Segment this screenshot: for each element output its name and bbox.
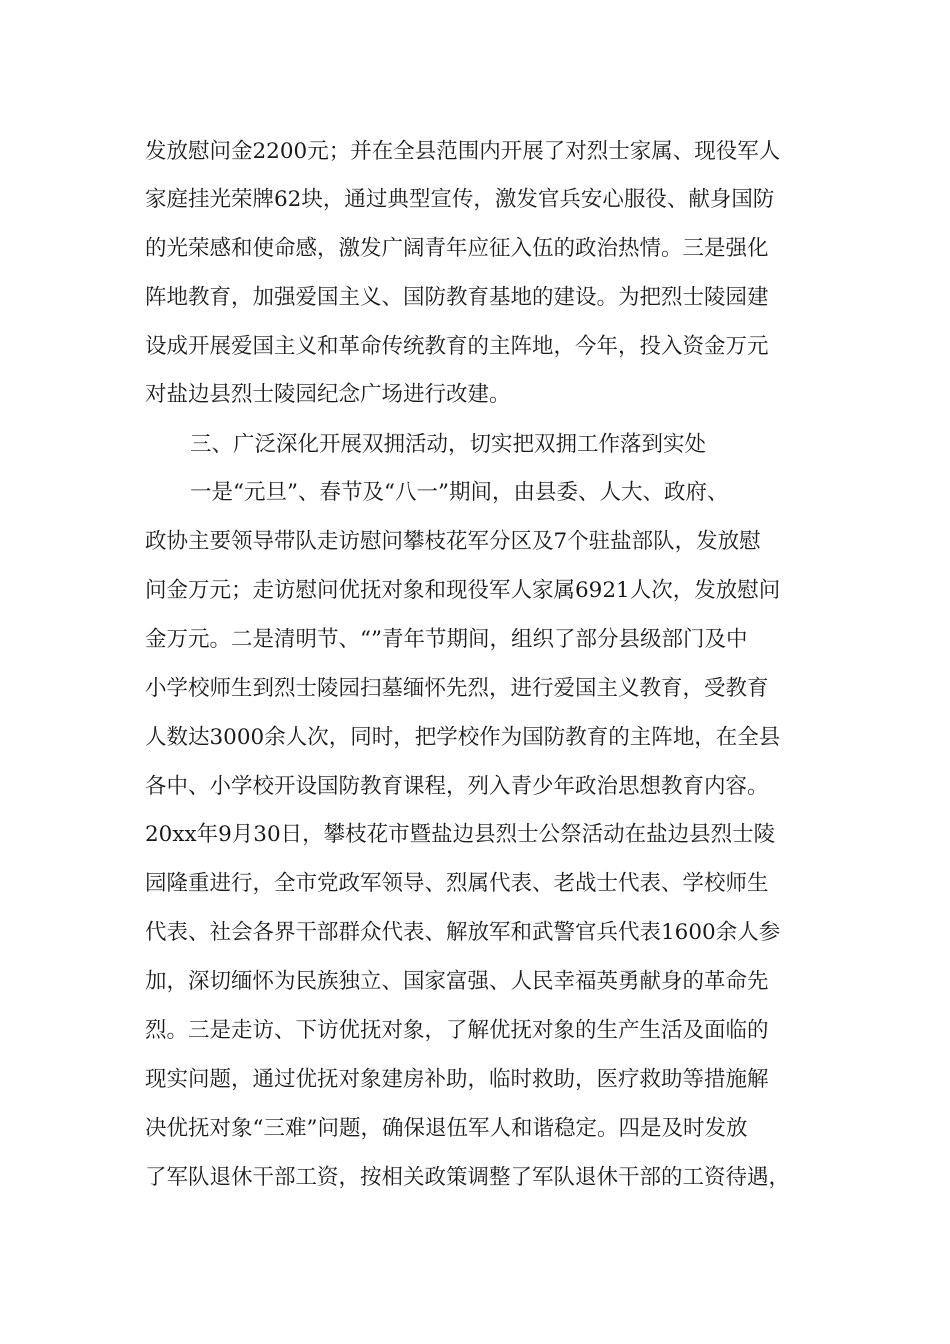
text-line: 人数达3000余人次，同时，把学校作为国防教育的主阵地，在全县 bbox=[145, 725, 781, 750]
text-line: 小学校师生到烈士陵园扫墓缅怀先烈，进行爱国主义教育，受教育 bbox=[145, 676, 769, 701]
text-line: 政协主要领导带队走访慰问攀枝花军分区及7个驻盐部队，发放慰 bbox=[145, 529, 761, 554]
text-line: 发放慰问金2200元；并在全县范围内开展了对烈士家属、现役军人 bbox=[145, 139, 781, 164]
text-line: 决优抚对象“三难”问题，确保退伍军人和谐稳定。四是及时发放 bbox=[145, 1116, 748, 1141]
text-line: 加，深切缅怀为民族独立、国家富强、人民幸福英勇献身的革命先 bbox=[145, 969, 769, 994]
text-line: 烈。三是走访、下访优抚对象，了解优抚对象的生产生活及面临的 bbox=[145, 1018, 769, 1043]
text-line: 现实问题，通过优抚对象建房补助，临时救助，医疗救助等措施解 bbox=[145, 1067, 769, 1092]
text-line: 了军队退休干部工资，按相关政策调整了军队退休干部的工资待遇， bbox=[145, 1165, 791, 1190]
text-line: 一是“元旦”、春节及“八一”期间，由县委、人大、政府、 bbox=[190, 480, 729, 505]
text-line: 问金万元；走访慰问优抚对象和现役军人家属6921人次，发放慰问 bbox=[145, 578, 781, 603]
section-heading: 三、广泛深化开展双拥活动，切实把双拥工作落到实处 bbox=[190, 432, 707, 457]
text-line: 的光荣感和使命感，激发广阔青年应征入伍的政治热情。三是强化 bbox=[145, 236, 769, 261]
text-line: 对盐边县烈士陵园纪念广场进行改建。 bbox=[145, 382, 511, 407]
text-line: 各中、小学校开设国防教育课程，列入青少年政治思想教育内容。 bbox=[145, 774, 769, 799]
text-line: 代表、社会各界干部群众代表、解放军和武警官兵代表1600余人参 bbox=[145, 920, 781, 945]
text-line: 设成开展爱国主义和革命传统教育的主阵地，今年，投入资金万元 bbox=[145, 334, 769, 359]
text-line: 金万元。二是清明节、“”青年节期间，组织了部分县级部门及中 bbox=[145, 627, 748, 652]
text-line: 家庭挂光荣牌62块，通过典型宣传，激发官兵安心服役、献身国防 bbox=[145, 187, 775, 212]
text-line: 阵地教育，加强爱国主义、国防教育基地的建设。为把烈士陵园建 bbox=[145, 285, 769, 310]
text-line: 园隆重进行，全市党政军领导、烈属代表、老战士代表、学校师生 bbox=[145, 871, 769, 896]
text-line: 20xx年9月30日，攀枝花市暨盐边县烈士公祭活动在盐边县烈士陵 bbox=[145, 822, 776, 847]
